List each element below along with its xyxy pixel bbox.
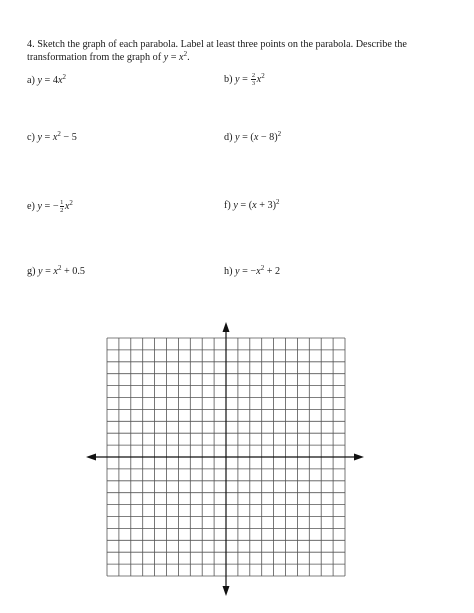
equation-middle: − 8) <box>258 132 278 143</box>
prompt-line-1: 4. Sketch the graph of each parabola. Label at least three points on the parabola. Describe the <box>27 39 407 50</box>
exponent: 2 <box>69 198 73 207</box>
var-y: y <box>37 200 42 212</box>
var-x: x <box>52 132 58 143</box>
equation-tail: + 0.5 <box>61 266 86 277</box>
x-axis-left-arrow <box>86 454 96 461</box>
equation-part: = − <box>42 200 59 212</box>
fraction-numerator: 2 <box>251 72 256 79</box>
equation-part: = <box>42 266 54 277</box>
problem-label: g) <box>27 266 36 277</box>
problem-label: f) <box>224 200 231 211</box>
problem-label: c) <box>27 132 35 143</box>
exponent: 2 <box>275 198 280 206</box>
problem-label: h) <box>224 266 233 277</box>
var-x: x <box>64 200 70 212</box>
equation-tail: + 2 <box>264 266 281 277</box>
var-x: x <box>253 132 259 143</box>
exponent: 2 <box>261 71 265 80</box>
prompt-line-2-text: transformation from the graph of <box>27 52 164 63</box>
equation-middle: + 3) <box>256 200 276 211</box>
equation-part: = ( <box>237 200 253 211</box>
var-y: y <box>37 75 42 86</box>
prompt-var-y: y <box>163 52 169 63</box>
var-y: y <box>235 73 240 85</box>
prompt-exponent: 2 <box>183 50 188 58</box>
var-y: y <box>235 132 240 143</box>
y-axis-down-arrow <box>223 586 230 596</box>
problem-label: d) <box>224 132 233 143</box>
grid-axes <box>86 322 364 596</box>
exponent: 2 <box>62 73 66 81</box>
exponent: 2 <box>57 130 61 138</box>
var-y: y <box>37 132 42 143</box>
var-x: x <box>53 266 58 277</box>
x-axis-right-arrow <box>354 454 364 461</box>
equation-part: = 4 <box>42 75 58 86</box>
exponent: 2 <box>277 130 282 138</box>
y-axis-up-arrow <box>223 322 230 332</box>
var-x: x <box>256 266 261 277</box>
equation-part: = <box>239 73 251 85</box>
prompt-var-x: x <box>179 52 184 63</box>
equation-tail: − 5 <box>60 132 77 143</box>
exponent: 2 <box>57 264 62 272</box>
equation-part: = − <box>239 266 257 277</box>
problem-label: b) <box>224 73 233 85</box>
prompt-equals: = <box>168 52 180 63</box>
fraction-denominator: 2 <box>60 207 64 214</box>
var-y: y <box>38 266 43 277</box>
fraction-numerator: 1 <box>60 199 64 206</box>
equation-part: = ( <box>239 132 254 143</box>
exponent: 2 <box>260 264 265 272</box>
var-y: y <box>233 200 238 211</box>
fraction-denominator: 3 <box>251 80 256 87</box>
equation-part: = <box>42 132 53 143</box>
var-x: x <box>57 75 63 86</box>
var-x: x <box>252 200 257 211</box>
problem-label: a) <box>27 75 35 86</box>
prompt-period: . <box>187 52 190 63</box>
var-y: y <box>235 266 240 277</box>
var-x: x <box>256 73 262 85</box>
problem-label: e) <box>27 200 35 212</box>
